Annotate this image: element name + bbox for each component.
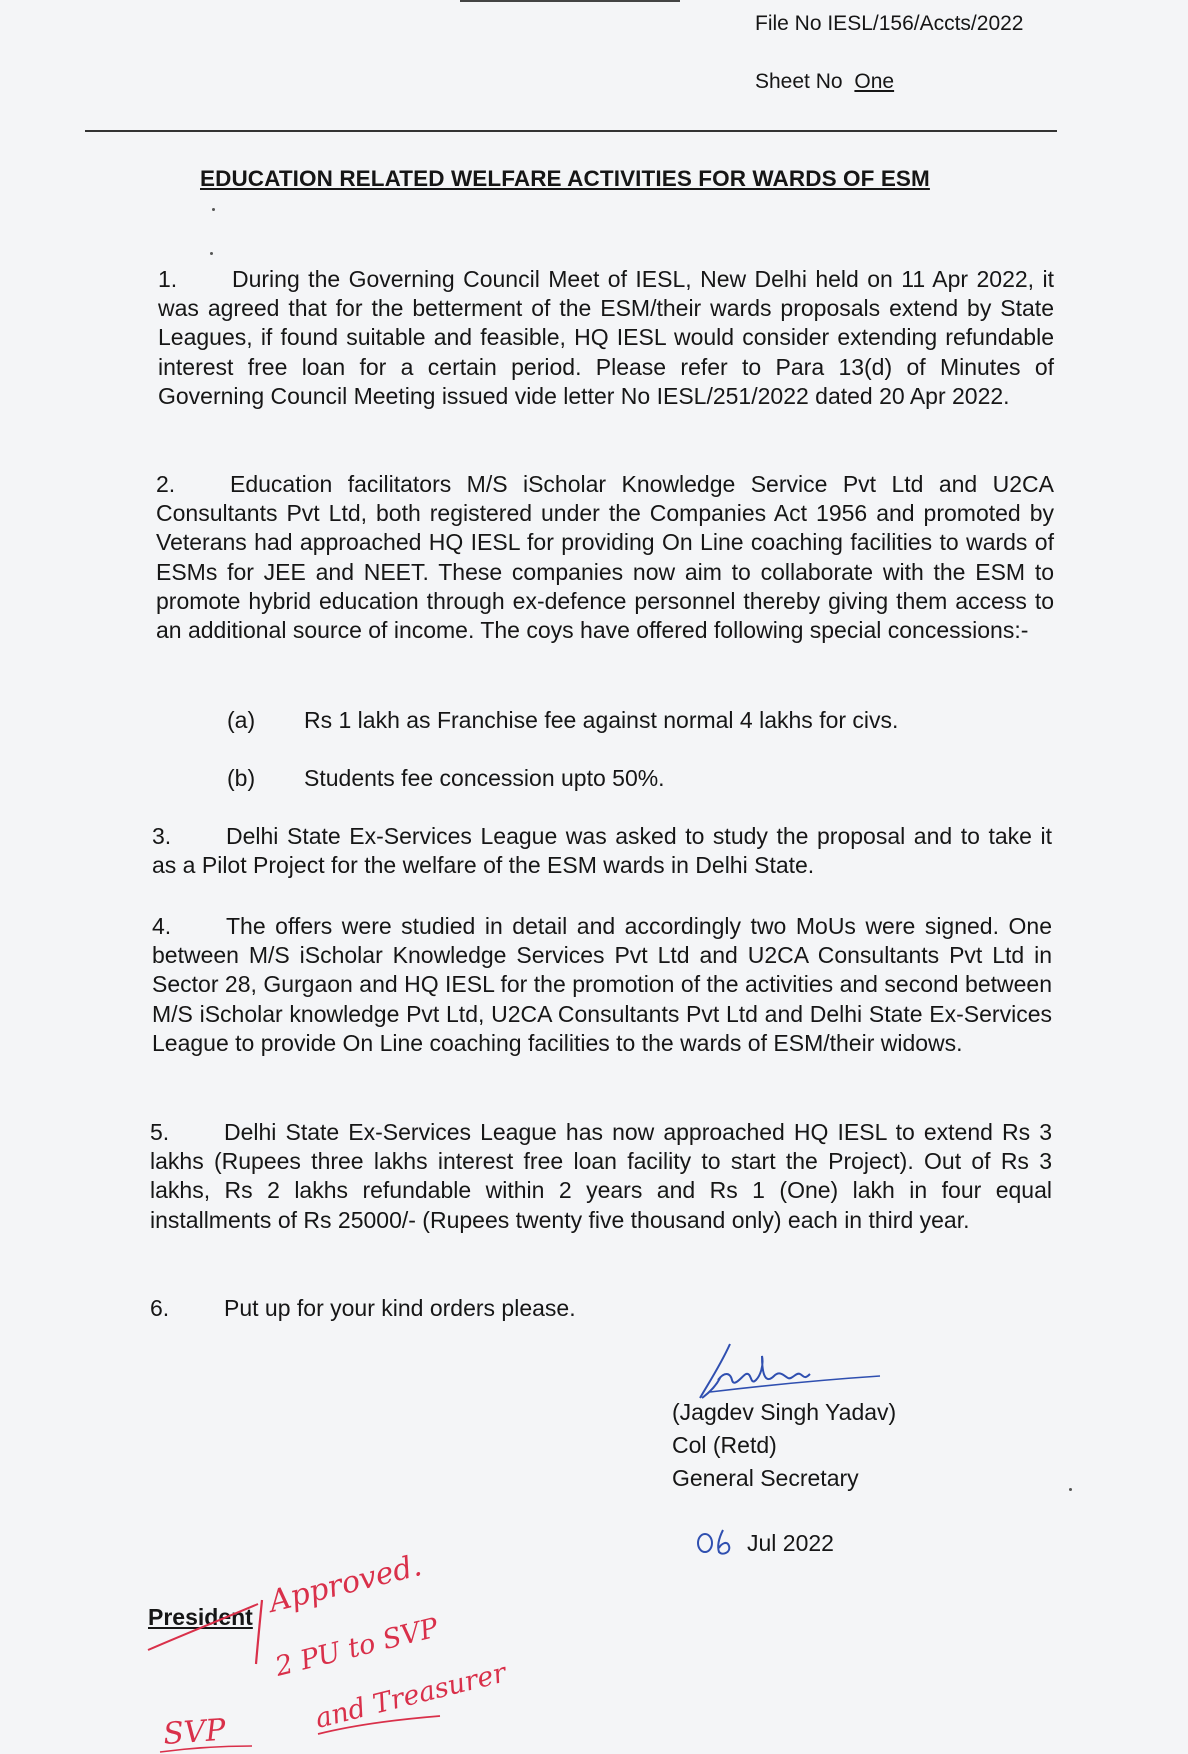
signatory-name: (Jagdev Singh Yadav) — [672, 1399, 897, 1425]
paragraph-number: 2. — [156, 471, 176, 497]
header-divider — [85, 130, 1057, 132]
paragraph-text: Education facilitators M/S iScholar Knowledge Service Pvt Ltd and U2CA Consultants Pvt Ltd, both registered under the Companies Act 1956 and promoted by Veterans had approached HQ IESL for providing On Line coaching facilities to wards of ESMs for JEE and NEET. These companies now aim to collaborate with the ESM to promote hybrid education through ex-defence personnel thereby giving them access to an additional source of income. The coys have offered following special concessions:- — [156, 471, 1054, 644]
sub-item-label: (a) — [227, 707, 256, 733]
date-month-year: Jul 2022 — [747, 1530, 834, 1556]
paragraph-number: 5. — [150, 1119, 170, 1145]
paragraph-text: The offers were studied in detail and accordingly two MoUs were signed. One between M/S iScholar Knowledge Services Pvt Ltd and U2CA Consultants Pvt Ltd in Sector 28, Gurgaon and HQ IESL for the promotion of the activities and second between M/S iScholar knowledge Pvt Ltd, U2CA Consultants Pvt Ltd and Delhi State Ex-Services League to provide On Line coaching facilities to the wards of ESM/their widows. — [152, 913, 1052, 1056]
addressee: President — [148, 1604, 253, 1630]
paragraph-1 — [158, 265, 1054, 411]
paragraph-2 — [156, 470, 1054, 645]
svg-text:and Treasurer: and Treasurer — [312, 1657, 510, 1735]
sub-item-text: Students fee concession upto 50%. — [304, 765, 665, 791]
paragraph-number: 6. — [150, 1295, 170, 1321]
top-edge-line — [460, 0, 680, 2]
sheet-label: Sheet No — [755, 70, 843, 93]
paragraph-5 — [150, 1118, 1052, 1235]
speck — [210, 252, 213, 255]
signatory-rank: Col (Retd) — [672, 1432, 777, 1458]
paragraph-number: 4. — [152, 913, 172, 939]
svg-text:SVP: SVP — [162, 1712, 227, 1752]
svg-text:Approved.: Approved. — [265, 1548, 426, 1620]
paragraph-4 — [152, 912, 1052, 1058]
sub-item-label: (b) — [227, 765, 256, 791]
speck — [212, 208, 215, 211]
svg-text:2 PU to SVP: 2 PU to SVP — [272, 1612, 442, 1683]
handwritten-approval-note — [140, 1540, 540, 1754]
date — [693, 1530, 834, 1557]
paragraph-text: Delhi State Ex-Services League was asked to study the proposal and to take it as a Pilot Project for the welfare of the ESM wards in Delhi State. — [152, 823, 1052, 879]
sheet-number — [755, 70, 894, 94]
sub-item-text: Rs 1 lakh as Franchise fee against normal 4 lakhs for civs. — [304, 707, 899, 733]
sheet-value: One — [854, 70, 895, 93]
paragraph-number: 1. — [158, 266, 178, 292]
paragraph-text: During the Governing Council Meet of IESL, New Delhi held on 11 Apr 2022, it was agreed that for the betterment of the ESM/their wards proposals extend by State Leagues, if found suitable and feasible, HQ IESL would consider extending refundable interest free loan for a certain period. Please refer to Para 13(d) of Minutes of Governing Council Meeting issued vide letter No IESL/251/2022 dated 20 Apr 2022. — [158, 266, 1054, 409]
paragraph-text: Put up for your kind orders please. — [224, 1295, 576, 1321]
paragraph-number: 3. — [152, 823, 172, 849]
document-title: EDUCATION RELATED WELFARE ACTIVITIES FOR WARDS OF ESM — [200, 166, 930, 191]
paragraph-text: Delhi State Ex-Services League has now approached HQ IESL to extend Rs 3 lakhs (Rupees three lakhs interest free loan facility to start the Project). Out of Rs 3 lakhs, Rs 2 lakhs refundable within 2 years and Rs 1 (One) lakh in four equal installments of Rs 25000/- (Rupees twenty five thousand only) each in third year. — [150, 1119, 1052, 1233]
sub-item-a — [227, 706, 898, 735]
paragraph-6 — [150, 1294, 1050, 1323]
file-number: File No IESL/156/Accts/2022 — [755, 12, 1024, 35]
speck — [1069, 1488, 1072, 1491]
paragraph-3 — [152, 822, 1052, 880]
signatory-designation: General Secretary — [672, 1465, 859, 1491]
signature-block — [672, 1396, 896, 1495]
sub-item-b — [227, 764, 665, 793]
